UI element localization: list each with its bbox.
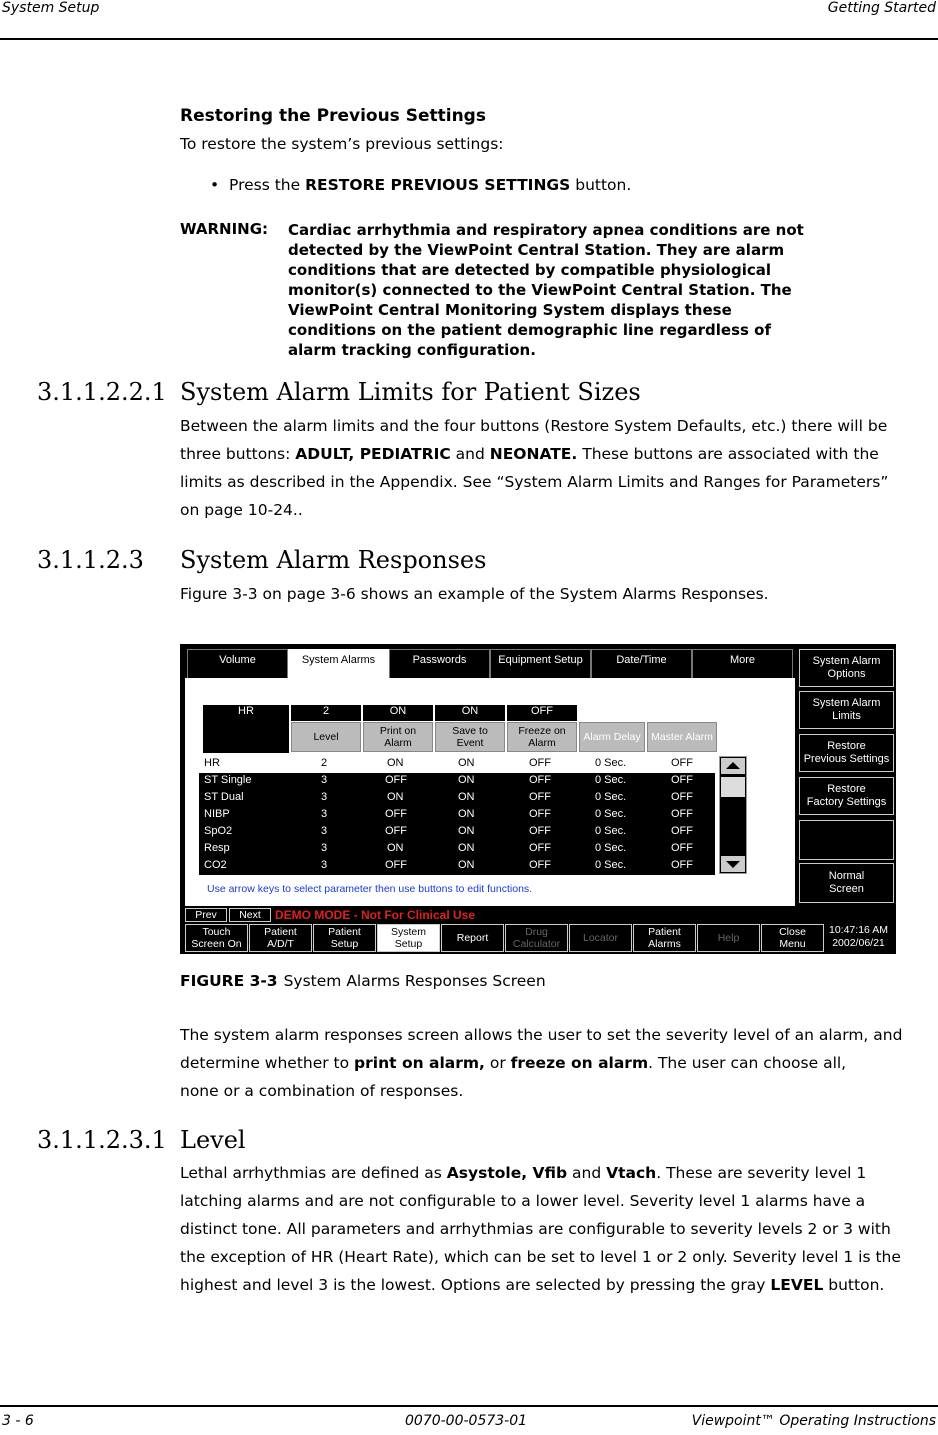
cell: 3 [321, 842, 328, 854]
sec3-line5 [180, 1271, 884, 1299]
cell: ON [458, 859, 475, 871]
help-button[interactable]: Help [697, 924, 760, 952]
patient-alarms-button[interactable]: Patient Alarms [633, 924, 696, 952]
level-button[interactable]: Level [291, 722, 361, 752]
bullet-post: button. [570, 176, 632, 194]
selected-print: ON [363, 705, 433, 721]
touch-screen-on-button[interactable]: Touch Screen On [185, 924, 248, 952]
section-number: 3.1.1.2.2.1 [37, 378, 167, 406]
cell: CO2 [204, 859, 227, 871]
scroll-up-button[interactable] [721, 758, 745, 774]
cell: Resp [204, 842, 230, 854]
cell: SpO2 [204, 825, 233, 837]
sec3-line3: distinct tone. All parameters and arrhythmias are configurable to severity levels 2 or 3 with [180, 1220, 891, 1238]
restore-bullet [210, 176, 631, 194]
cell: ON [458, 808, 475, 820]
report-button[interactable]: Report [441, 924, 504, 952]
table-row[interactable] [199, 824, 715, 841]
sec1-line3: limits as described in the Appendix. See “System Alarm Limits and Ranges for Parameters” [180, 473, 889, 491]
hint-text: Use arrow keys to select parameter then use buttons to edit functions. [207, 883, 533, 895]
cell: HR [204, 757, 220, 769]
para2-line2 [180, 1049, 846, 1077]
cell: 3 [321, 825, 328, 837]
text: . These are severity level 1 [656, 1164, 867, 1182]
restore-previous-settings-button[interactable]: Restore Previous Settings [799, 734, 894, 772]
text: or [484, 1054, 511, 1072]
para2-line1: The system alarm responses screen allows the user to set the severity level of an alarm, and [180, 1026, 903, 1044]
sec1-line1: Between the alarm limits and the four buttons (Restore System Defaults, etc.) there will be [180, 417, 888, 435]
table-row[interactable] [199, 790, 715, 807]
section-title: System Alarm Limits for Patient Sizes [180, 378, 641, 406]
para2-line3: none or a combination of responses. [180, 1082, 464, 1100]
figure-caption [180, 972, 546, 990]
tab-more[interactable]: More [692, 649, 793, 679]
cell: OFF [671, 774, 693, 786]
cell: ON [458, 774, 475, 786]
next-button[interactable]: Next [229, 908, 271, 922]
sec2-line1: Figure 3-3 on page 3-6 shows an example of the System Alarms Responses. [180, 585, 769, 603]
cell: ON [458, 825, 475, 837]
figure-caption-text: System Alarms Responses Screen [283, 972, 546, 990]
restore-factory-settings-button[interactable]: Restore Factory Settings [799, 777, 894, 815]
bullet-dot: • [210, 176, 229, 194]
cell: OFF [671, 757, 693, 769]
sec1-line2 [180, 440, 879, 468]
cell: 0 Sec. [595, 757, 627, 769]
system-setup-button[interactable]: System Setup [377, 924, 440, 952]
cell: 0 Sec. [595, 859, 627, 871]
warning-text: Cardiac arrhythmia and respiratory apnea conditions are not detected by the ViewPoint Central Station. They are alarm conditions that are detected by compatible physiological monitor(s) connected to the ViewPoint Central Station. The ViewPoint Central Monitoring System displays these conditions on the patient demographic line regardless of alarm tracking configuration. [288, 221, 804, 359]
cell: OFF [671, 808, 693, 820]
cell: OFF [385, 825, 407, 837]
text: These buttons are associated with the [577, 445, 879, 463]
cell: OFF [385, 774, 407, 786]
text: determine whether to [180, 1054, 355, 1072]
cell: ON [458, 757, 475, 769]
text: and [567, 1164, 607, 1182]
selected-save: ON [435, 705, 505, 721]
arrow-up-icon [721, 758, 745, 774]
page-footer [0, 1405, 938, 1429]
bullet-pre: Press the [229, 176, 306, 194]
scroll-thumb[interactable] [721, 777, 745, 797]
locator-button[interactable]: Locator [569, 924, 632, 952]
tab-passwords[interactable]: Passwords [389, 649, 490, 679]
bold-text: freeze on alarm [510, 1054, 649, 1072]
doc-title: Viewpoint™ Operating Instructions [691, 1413, 936, 1429]
restore-heading: Restoring the Previous Settings [180, 106, 486, 126]
arrow-down-icon [721, 856, 745, 872]
cell: 0 Sec. [595, 808, 627, 820]
cell: ON [458, 791, 475, 803]
header-right: Getting Started [827, 0, 936, 16]
restore-intro: To restore the system’s previous settings: [180, 135, 504, 153]
cell: OFF [671, 859, 693, 871]
cell: ON [387, 791, 404, 803]
section-number: 3.1.1.2.3 [37, 546, 144, 574]
sec3-line2: latching alarms and are not configurable to a lower level. Severity level 1 alarms have a [180, 1192, 866, 1210]
print-on-alarm-button[interactable]: Print on Alarm [363, 722, 433, 752]
cell: OFF [671, 842, 693, 854]
freeze-on-alarm-button[interactable]: Freeze on Alarm [507, 722, 577, 752]
section-title: System Alarm Responses [180, 546, 487, 574]
sec3-line4: the exception of HR (Heart Rate), which can be set to level 1 or 2 only. Severity level 1 is the [180, 1248, 901, 1266]
system-alarms-screen [180, 644, 896, 954]
drug-calculator-button[interactable]: Drug Calculator [505, 924, 568, 952]
table-row[interactable] [199, 756, 715, 773]
cell: ON [387, 842, 404, 854]
text: . The user can choose all, [648, 1054, 847, 1072]
table-row[interactable] [199, 841, 715, 858]
cell: NIBP [204, 808, 230, 820]
table-row[interactable] [199, 807, 715, 824]
sec1-line4: on page 10-24.. [180, 501, 303, 519]
clock: 10:47:16 AM 2002/06/21 [829, 924, 888, 949]
prev-button[interactable]: Prev [185, 908, 227, 922]
patient-setup-button[interactable]: Patient Setup [313, 924, 376, 952]
text: three buttons: [180, 445, 296, 463]
sec3-line1 [180, 1159, 866, 1187]
scrollbar[interactable] [719, 756, 747, 874]
table-row[interactable] [199, 858, 715, 875]
text: highest and level 3 is the lowest. Options are selected by pressing the gray [180, 1276, 771, 1294]
demo-mode-banner: DEMO MODE - Not For Clinical Use [275, 908, 476, 922]
page-number: 3 - 6 [2, 1413, 34, 1429]
bold-text: ADULT, PEDIATRIC [295, 445, 451, 463]
cell: OFF [385, 808, 407, 820]
cell: ON [458, 842, 475, 854]
cell: 0 Sec. [595, 791, 627, 803]
scroll-down-button[interactable] [721, 856, 745, 872]
alarm-delay-button[interactable]: Alarm Delay [579, 722, 645, 752]
cell: OFF [529, 808, 551, 820]
normal-screen-button[interactable]: Normal Screen [799, 863, 894, 903]
header-left: System Setup [2, 0, 100, 16]
selected-freeze: OFF [507, 705, 577, 721]
system-alarm-options-button[interactable]: System Alarm Options [799, 649, 894, 687]
cell: 2 [321, 757, 328, 769]
master-alarm-button[interactable]: Master Alarm [647, 722, 717, 752]
selected-level: 2 [291, 705, 361, 721]
cell: 0 Sec. [595, 842, 627, 854]
cell: OFF [529, 859, 551, 871]
cell: OFF [529, 757, 551, 769]
cell: OFF [385, 859, 407, 871]
cell: OFF [671, 825, 693, 837]
selected-param: HR [203, 705, 289, 721]
page-header [0, 0, 938, 40]
bold-text: Asystole, Vfib [446, 1164, 568, 1182]
cell: 0 Sec. [595, 825, 627, 837]
text: and [450, 445, 490, 463]
cell: 0 Sec. [595, 774, 627, 786]
cell: 3 [321, 859, 328, 871]
cell: ST Dual [204, 791, 244, 803]
cell: 3 [321, 808, 328, 820]
patient-adt-button[interactable]: Patient A/D/T [249, 924, 312, 952]
cell: 3 [321, 791, 328, 803]
warning-label: WARNING: [180, 220, 269, 238]
text: button. [823, 1276, 885, 1294]
cell: 3 [321, 774, 328, 786]
tab-equipment-setup[interactable]: Equipment Setup [490, 649, 591, 679]
table-row[interactable] [199, 773, 715, 790]
section-title: Level [180, 1126, 246, 1154]
bold-text: print on alarm, [354, 1054, 485, 1072]
bullet-bold: RESTORE PREVIOUS SETTINGS [305, 176, 571, 194]
tab-date-time[interactable]: Date/Time [591, 649, 692, 679]
text: Lethal arrhythmias are defined as [180, 1164, 447, 1182]
cell: ON [387, 757, 404, 769]
doc-number: 0070-00-0573-01 [405, 1413, 528, 1429]
bold-text: Vtach [606, 1164, 657, 1182]
bold-text: NEONATE. [489, 445, 578, 463]
header-blank [203, 721, 289, 753]
close-menu-button[interactable]: Close Menu [761, 924, 824, 952]
blank-button[interactable] [799, 820, 894, 860]
cell: OFF [529, 791, 551, 803]
cell: OFF [671, 791, 693, 803]
section-number: 3.1.1.2.3.1 [37, 1126, 167, 1154]
tab-system-alarms[interactable]: System Alarms [288, 649, 389, 679]
figure-label: FIGURE 3-3 [180, 972, 278, 990]
cell: OFF [529, 774, 551, 786]
system-alarm-limits-button[interactable]: System Alarm Limits [799, 691, 894, 729]
cell: ST Single [204, 774, 252, 786]
save-to-event-button[interactable]: Save to Event [435, 722, 505, 752]
tab-volume[interactable]: Volume [187, 649, 288, 679]
cell: OFF [529, 825, 551, 837]
bold-text: LEVEL [770, 1276, 824, 1294]
cell: OFF [529, 842, 551, 854]
